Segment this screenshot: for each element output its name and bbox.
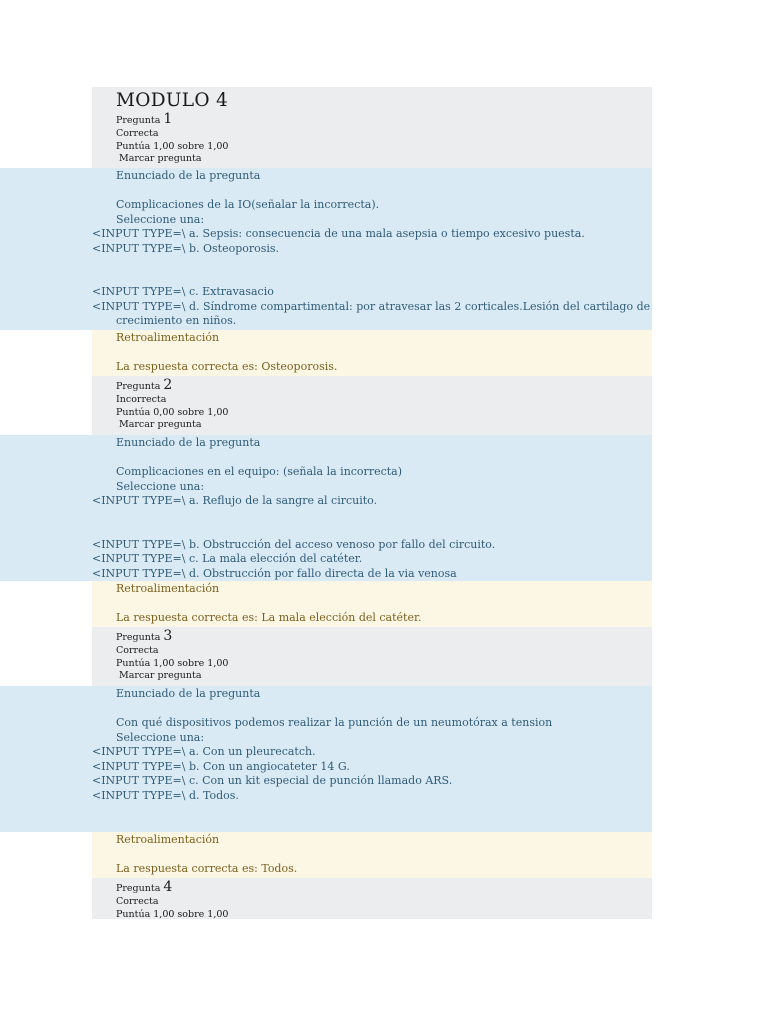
question-label [116,630,652,644]
question-status: Correcta [116,896,159,907]
question-label [116,881,652,895]
question-score: Puntúa 1,00 sobre 1,00 [116,909,229,920]
question-3-info [92,627,652,686]
question-text: Complicaciones de la IO(señalar la incorrecta). [116,198,380,211]
question-number: 4 [163,879,173,895]
correct-answer-text: La respuesta correcta es: Todos. [116,862,298,875]
question-status: Correcta [116,645,159,656]
question-status: Correcta [116,128,159,139]
question-text: Con qué dispositivos podemos realizar la punción de un neumotórax a tension [116,716,553,729]
question-3-feedback [92,832,652,878]
answer-option-a[interactable]: <INPUT TYPE=\ a. Con un pleurecatch. [92,745,316,758]
answer-option-d[interactable]: <INPUT TYPE=\ d. Todos. [92,788,239,802]
module-title: MODULO 4 [116,90,229,111]
question-1-info [92,87,652,168]
select-one-label: Seleccione una: [116,479,205,493]
answer-option-d-continued: crecimiento en niños. [116,314,237,327]
question-label [116,113,652,127]
question-score: Puntúa 1,00 sobre 1,00 [116,658,229,669]
flag-question-link[interactable]: Marcar pregunta [119,153,202,164]
select-one-label: Seleccione una: [116,730,205,744]
question-2-feedback [92,581,652,627]
answer-option-c[interactable]: <INPUT TYPE=\ c. Con un kit especial de punción llamado ARS. [92,774,453,787]
answer-option-a[interactable]: <INPUT TYPE=\ a. Sepsis: consecuencia de una mala asepsia o tiempo excesivo puesta. [92,227,585,240]
statement-heading: Enunciado de la pregunta [116,169,261,182]
feedback-heading: Retroalimentación [116,582,220,595]
statement-heading: Enunciado de la pregunta [116,687,261,700]
correct-answer-text: La respuesta correcta es: La mala elección del catéter. [116,611,422,624]
answer-option-c[interactable]: <INPUT TYPE=\ c. La mala elección del catéter. [92,552,363,565]
select-one-label: Seleccione una: [116,212,205,226]
question-1-feedback [92,330,652,376]
question-word: Pregunta [116,883,161,894]
answer-option-d[interactable]: <INPUT TYPE=\ d. Obstrucción por fallo directa de la via venosa [92,566,457,580]
question-3-statement [0,686,652,832]
question-2-statement [0,435,652,581]
question-word: Pregunta [116,632,161,643]
feedback-heading: Retroalimentación [116,833,220,846]
question-status: Incorrecta [116,394,167,405]
question-4-info [92,878,652,919]
question-word: Pregunta [116,381,161,392]
feedback-heading: Retroalimentación [116,331,220,344]
correct-answer-text: La respuesta correcta es: Osteoporosis. [116,360,338,373]
question-2-info [92,376,652,435]
answer-option-b[interactable]: <INPUT TYPE=\ b. Osteoporosis. [92,241,280,255]
answer-option-c[interactable]: <INPUT TYPE=\ c. Extravasacio [92,285,274,298]
question-text: Complicaciones en el equipo: (señala la incorrecta) [116,465,403,478]
statement-heading: Enunciado de la pregunta [116,436,261,449]
question-word: Pregunta [116,115,161,126]
question-number: 3 [163,628,173,644]
answer-option-d[interactable]: <INPUT TYPE=\ d. Síndrome compartimental: por atravesar las 2 corticales.Lesión del cartilago de crecimiento en niños. [92,299,651,327]
question-number: 1 [163,111,173,127]
flag-question-link[interactable]: Marcar pregunta [119,419,202,430]
answer-option-a[interactable]: <INPUT TYPE=\ a. Reflujo de la sangre al circuito. [92,494,378,507]
question-label [116,379,652,393]
answer-option-b[interactable]: <INPUT TYPE=\ b. Con un angiocateter 14 G. [92,759,350,773]
flag-question-link[interactable]: Marcar pregunta [119,670,202,681]
quiz-review [92,87,652,919]
question-number: 2 [163,377,173,393]
question-1-statement [0,168,652,330]
question-score: Puntúa 0,00 sobre 1,00 [116,407,229,418]
question-score: Puntúa 1,00 sobre 1,00 [116,141,229,152]
answer-option-b[interactable]: <INPUT TYPE=\ b. Obstrucción del acceso venoso por fallo del circuito. [92,537,496,551]
